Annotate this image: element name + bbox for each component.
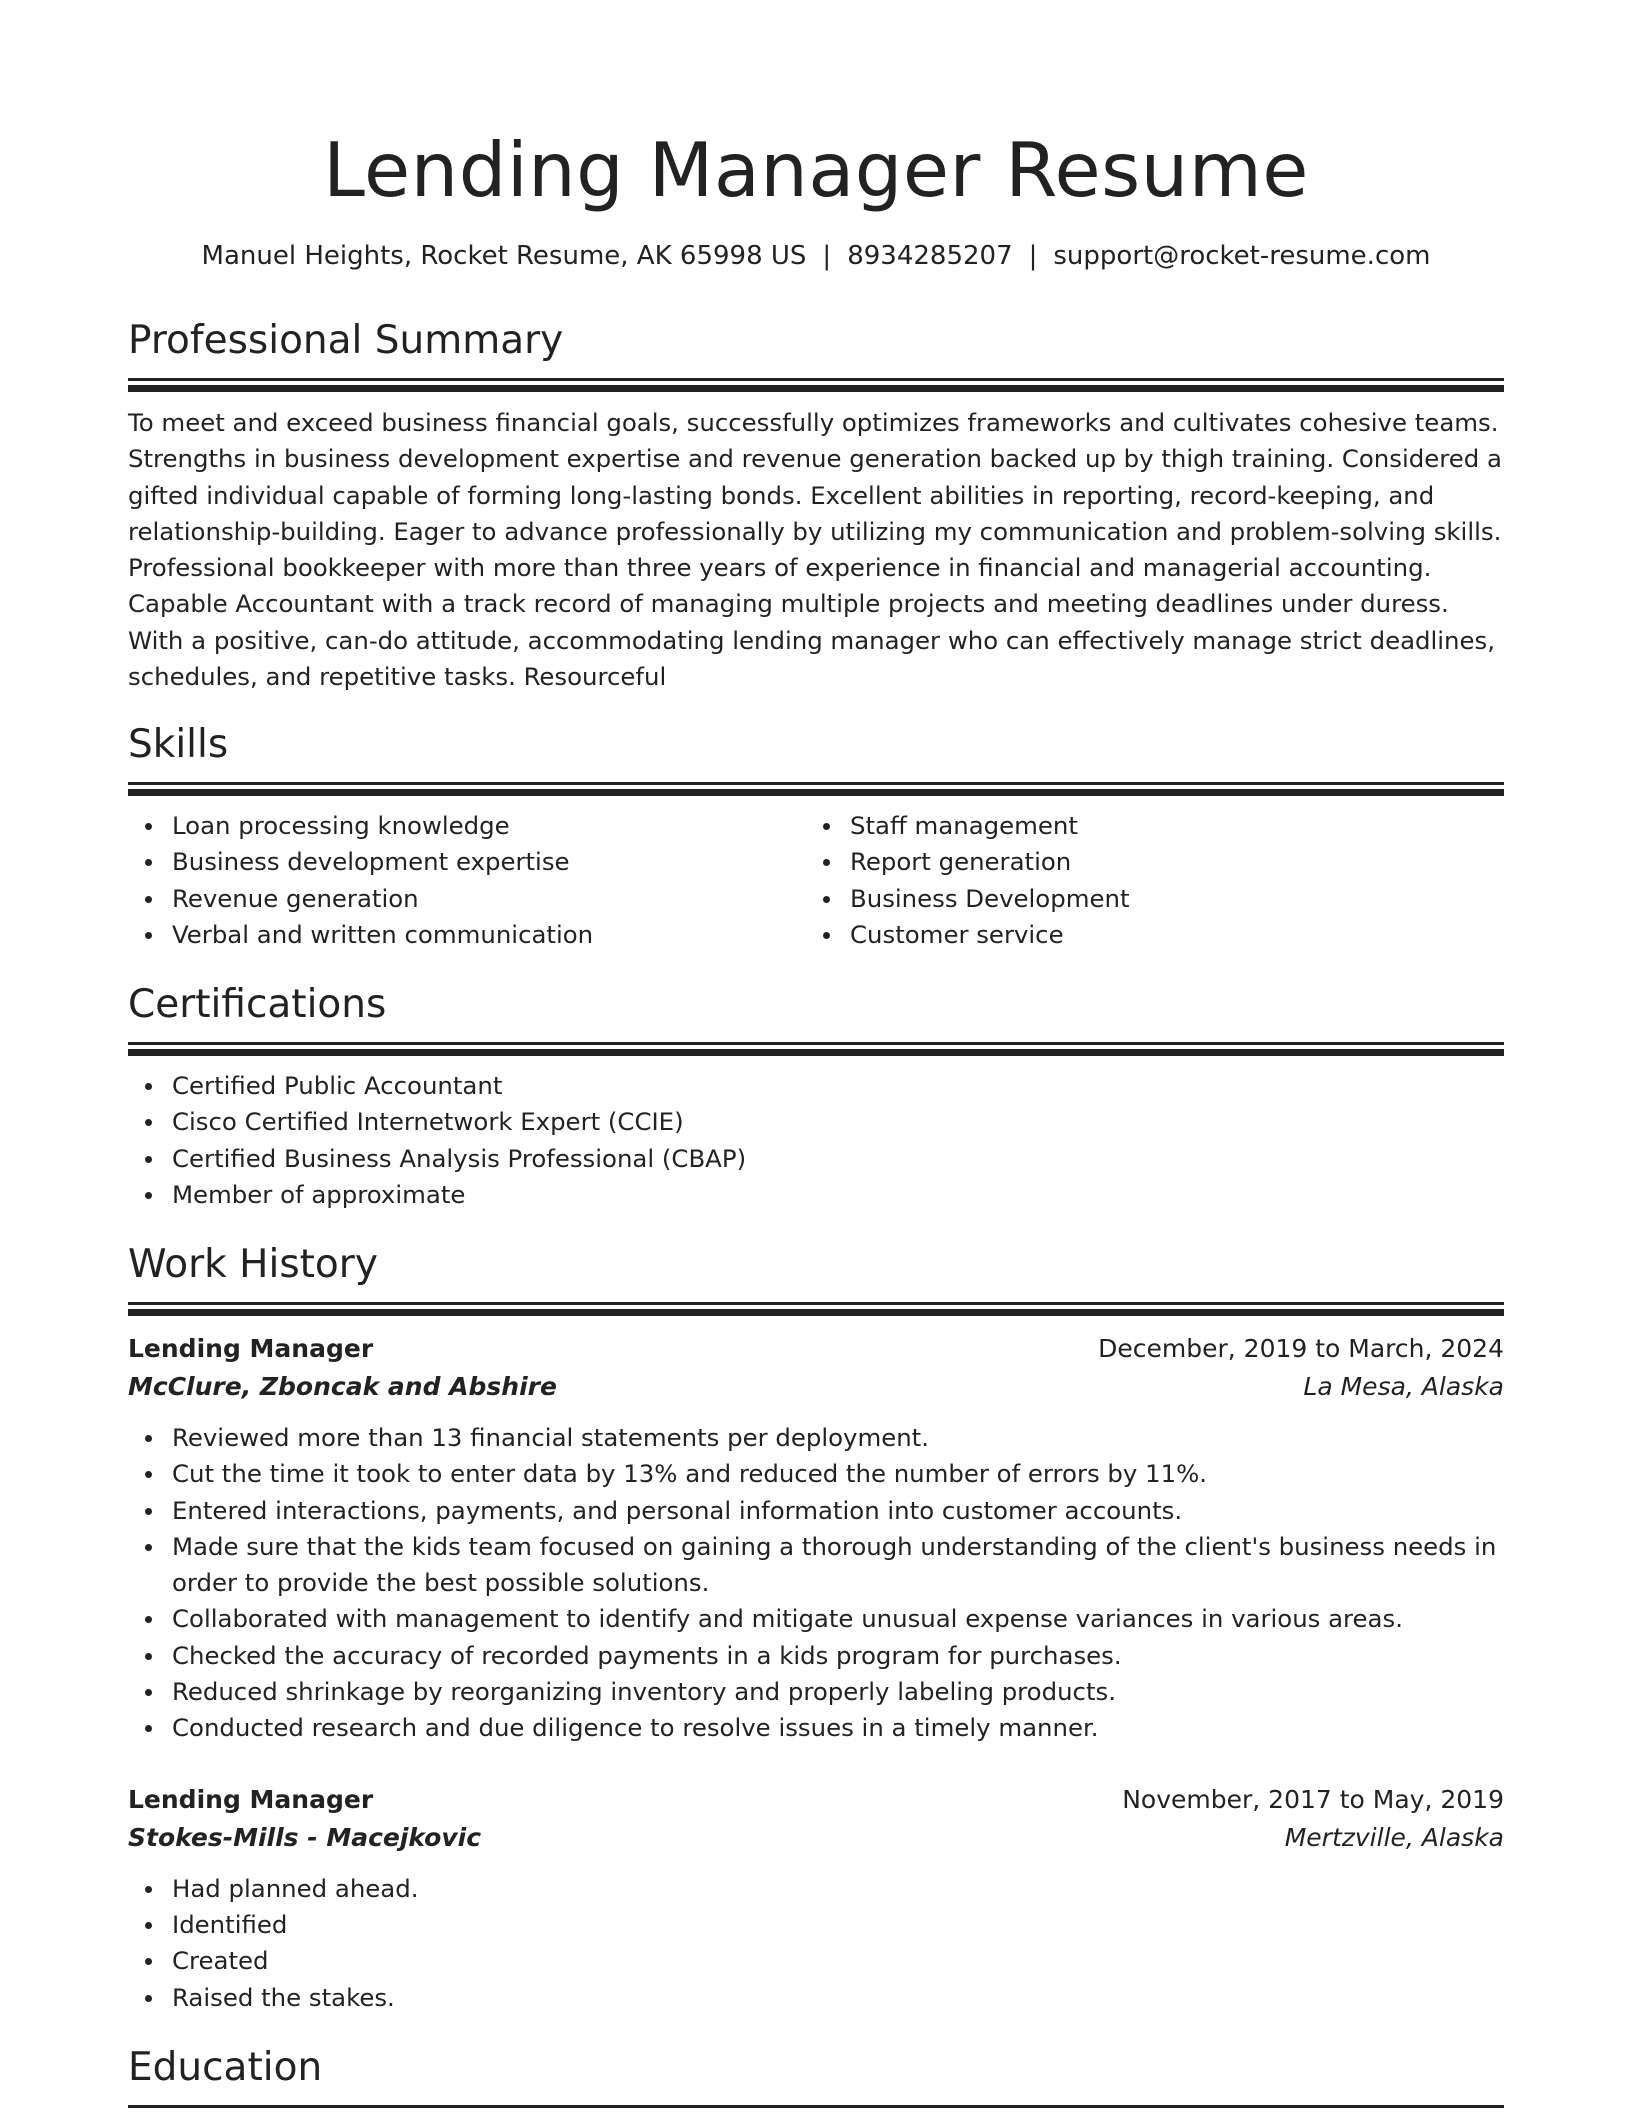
job-dates: November, 2017 to May, 2019 bbox=[1122, 1784, 1504, 1814]
job-bullet: Checked the accuracy of recorded payments in a kids program for purchases. bbox=[128, 1638, 1504, 1674]
skill-item: Business Development bbox=[806, 881, 1484, 917]
certification-item: Certified Public Accountant bbox=[128, 1068, 1504, 1104]
job-bullet: Cut the time it took to enter data by 13% and reduced the number of errors by 11%. bbox=[128, 1456, 1504, 1492]
job-bullet: Made sure that the kids team focused on gaining a thorough understanding of the client's business needs in order to provide the best possible solutions. bbox=[128, 1529, 1504, 1602]
section-divider bbox=[128, 1049, 1504, 1056]
certification-item: Member of approximate bbox=[128, 1177, 1504, 1213]
job-entry bbox=[128, 1330, 1504, 1747]
job-bullet: Entered interactions, payments, and personal information into customer accounts. bbox=[128, 1493, 1504, 1529]
job-bullet: Conducted research and due diligence to resolve issues in a timely manner. bbox=[128, 1710, 1504, 1746]
section-divider bbox=[128, 1302, 1504, 1305]
certification-item: Cisco Certified Internetwork Expert (CCIE) bbox=[128, 1104, 1504, 1140]
certification-item: Certified Business Analysis Professional (CBAP) bbox=[128, 1141, 1504, 1177]
contact-email: support@rocket-resume.com bbox=[1053, 241, 1431, 271]
contact-separator: | bbox=[1028, 241, 1038, 271]
job-bullet: Raised the stakes. bbox=[128, 1980, 1504, 2016]
section-divider bbox=[128, 378, 1504, 381]
skill-item: Customer service bbox=[806, 917, 1484, 953]
contact-separator: | bbox=[822, 241, 832, 271]
job-company: Stokes-Mills - Macejkovic bbox=[128, 1822, 482, 1852]
skill-item: Report generation bbox=[806, 844, 1484, 880]
job-bullets bbox=[128, 1420, 1504, 1747]
job-bullet: Identified bbox=[128, 1907, 1504, 1943]
skill-item: Revenue generation bbox=[128, 881, 806, 917]
skill-item: Loan processing knowledge bbox=[128, 808, 806, 844]
job-location: La Mesa, Alaska bbox=[1303, 1372, 1504, 1401]
job-bullet: Created bbox=[128, 1943, 1504, 1979]
job-bullet: Reviewed more than 13 financial statements per deployment. bbox=[128, 1420, 1504, 1456]
contact-line bbox=[128, 238, 1504, 274]
skills-list-left bbox=[128, 808, 806, 953]
section-divider bbox=[128, 385, 1504, 392]
skills-heading: Skills bbox=[128, 722, 229, 767]
skills-grid bbox=[128, 808, 1504, 953]
work-history-section bbox=[128, 1240, 1504, 2016]
resume-title: Lending Manager Resume bbox=[323, 126, 1309, 214]
job-bullet: Collaborated with management to identify and mitigate unusual expense variances in various areas. bbox=[128, 1601, 1504, 1637]
section-divider bbox=[128, 2105, 1504, 2108]
job-title: Lending Manager bbox=[128, 1334, 374, 1363]
job-bullets bbox=[128, 1871, 1504, 2016]
job-bullet: Had planned ahead. bbox=[128, 1871, 1504, 1907]
work-history-heading: Work History bbox=[128, 1242, 378, 1287]
job-company: McClure, Zboncak and Abshire bbox=[128, 1372, 557, 1401]
education-heading: Education bbox=[128, 2045, 323, 2090]
job-entry bbox=[128, 1781, 1504, 2016]
job-header bbox=[128, 1781, 1504, 1819]
job-subheader bbox=[128, 1819, 1504, 1857]
skill-item: Verbal and written communication bbox=[128, 917, 806, 953]
certifications-heading: Certifications bbox=[128, 982, 387, 1027]
job-title: Lending Manager bbox=[128, 1784, 374, 1814]
contact-phone: 8934285207 bbox=[847, 241, 1013, 271]
summary-heading: Professional Summary bbox=[128, 318, 564, 363]
skill-item: Business development expertise bbox=[128, 844, 806, 880]
education-section bbox=[128, 2043, 1504, 2108]
job-dates: December, 2019 to March, 2024 bbox=[1098, 1334, 1504, 1363]
certifications-list bbox=[128, 1068, 1504, 1213]
section-divider bbox=[128, 782, 1504, 785]
skill-item: Staff management bbox=[806, 808, 1484, 844]
job-subheader bbox=[128, 1368, 1504, 1406]
summary-section bbox=[128, 316, 1504, 695]
job-location: Mertzville, Alaska bbox=[1284, 1822, 1504, 1852]
summary-text: To meet and exceed business financial goals, successfully optimizes frameworks and cultivates cohesive teams. Strengths in business development expertise and revenue generation backed up by thigh training. Considered a gifted individual capable of forming long-lasting bonds. Excellent abilities in reporting, record-keeping, and relationship-building. Eager to advance professionally by utilizing my communication and problem-solving skills. Professional bookkeeper with more than three years of experience in financial and managerial accounting. Capable Accountant with a track record of managing multiple projects and meeting deadlines under duress. With a positive, can-do attitude, accommodating lending manager who can effectively manage strict deadlines, schedules, and repetitive tasks. Resourceful bbox=[128, 408, 1502, 692]
certifications-section bbox=[128, 980, 1504, 1213]
job-header bbox=[128, 1330, 1504, 1368]
section-divider bbox=[128, 1309, 1504, 1316]
contact-address: Manuel Heights, Rocket Resume, AK 65998 US bbox=[201, 241, 807, 271]
skills-section bbox=[128, 720, 1504, 953]
skills-list-right bbox=[806, 808, 1484, 953]
job-bullet: Reduced shrinkage by reorganizing inventory and properly labeling products. bbox=[128, 1674, 1504, 1710]
section-divider bbox=[128, 789, 1504, 796]
section-divider bbox=[128, 1042, 1504, 1045]
